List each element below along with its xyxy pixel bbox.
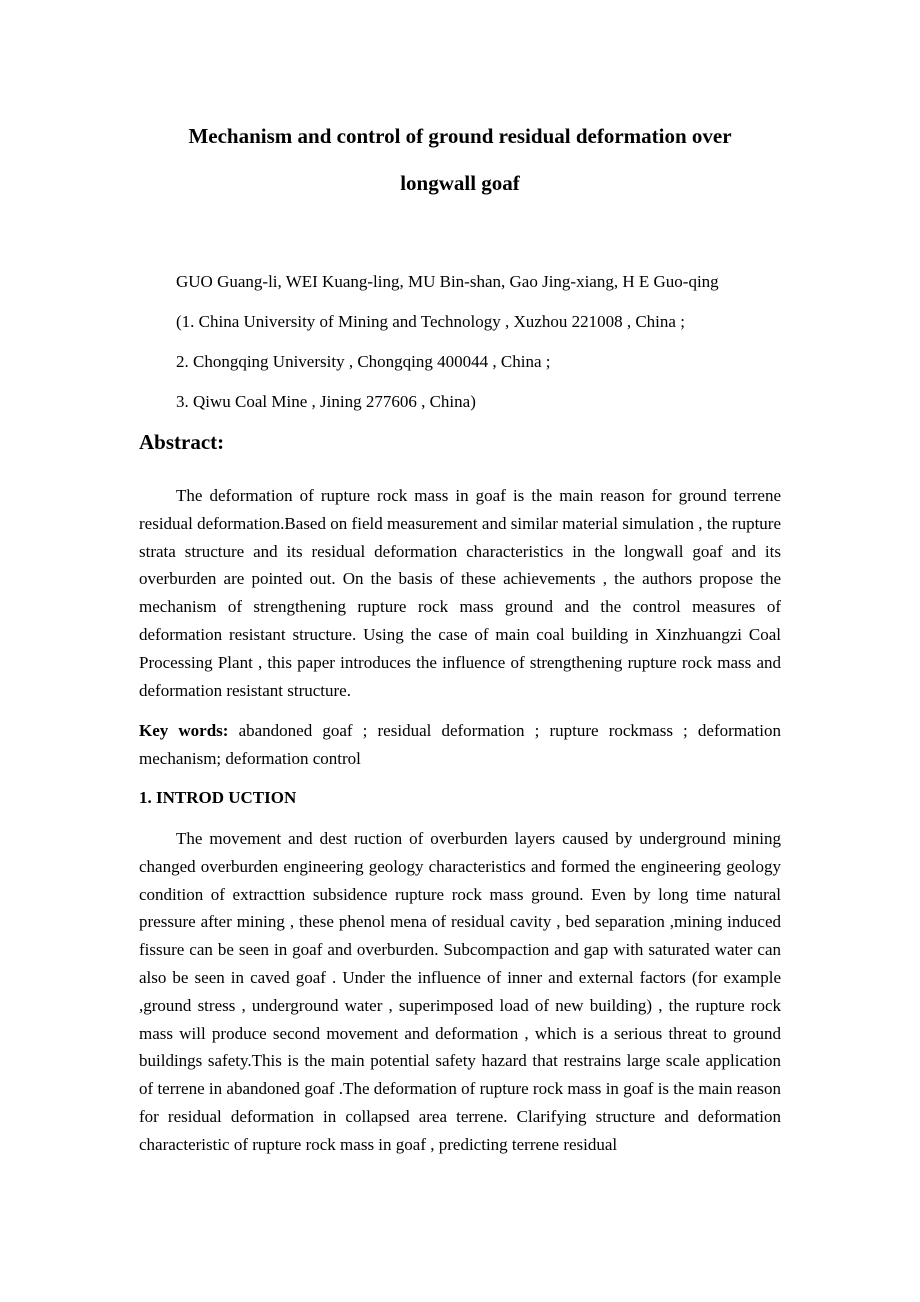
- section-heading-introduction: 1. INTROD UCTION: [139, 788, 297, 807]
- author-list: GUO Guang-li, WEI Kuang-ling, MU Bin-shan, Gao Jing-xiang, H E Guo-qing: [176, 272, 719, 291]
- keywords-text: abandoned goaf ; residual deformation ; rupture rockmass ; deformation mechanism; deformation control: [139, 721, 781, 768]
- paper-title-line-1: Mechanism and control of ground residual deformation over: [188, 124, 732, 148]
- keywords-paragraph: [139, 717, 781, 773]
- affiliation-1: (1. China University of Mining and Technology , Xuzhou 221008 , China ;: [176, 312, 685, 331]
- paper-title: [100, 113, 820, 207]
- affiliation-3: 3. Qiwu Coal Mine , Jining 277606 , China): [176, 392, 476, 411]
- introduction-paragraph: The movement and dest ruction of overburden layers caused by underground mining changed overburden engineering geology characteristics and formed the engineering geology condition of extracttion subsidence rupture rock mass ground. Even by long time natural pressure after mining , these phenol mena of residual cavity , bed separation ,mining induced fissure can be seen in goaf and overburden. Subcompaction and gap with saturated water can also be seen in caved goaf . Under the influence of inner and external factors (for example ,ground stress , underground water , superimposed load of new building) , the rupture rock mass will produce second movement and deformation , which is a serious threat to ground buildings safety.This is the main potential safety hazard that restrains large scale application of terrene in abandoned goaf .The deformation of rupture rock mass in goaf is the main reason for residual deformation in collapsed area terrene. Clarifying structure and deformation characteristic of rupture rock mass in goaf , predicting terrene residual: [139, 829, 781, 1154]
- keywords-label: Key words:: [139, 721, 229, 740]
- abstract-paragraph: The deformation of rupture rock mass in goaf is the main reason for ground terrene residual deformation.Based on field measurement and similar material simulation , the rupture strata structure and its residual deformation characteristics in the longwall goaf and its overburden are pointed out. On the basis of these achievements , the authors propose the mechanism of strengthening rupture rock mass ground and the control measures of deformation resistant structure. Using the case of main coal building in Xinzhuangzi Coal Processing Plant , this paper introduces the influence of strengthening rupture rock mass and deformation resistant structure.: [139, 486, 781, 700]
- abstract-heading: Abstract:: [139, 430, 225, 454]
- author-block: [176, 262, 719, 422]
- paper-title-line-2: longwall goaf: [400, 171, 520, 195]
- affiliation-2: 2. Chongqing University , Chongqing 400044 , China ;: [176, 352, 551, 371]
